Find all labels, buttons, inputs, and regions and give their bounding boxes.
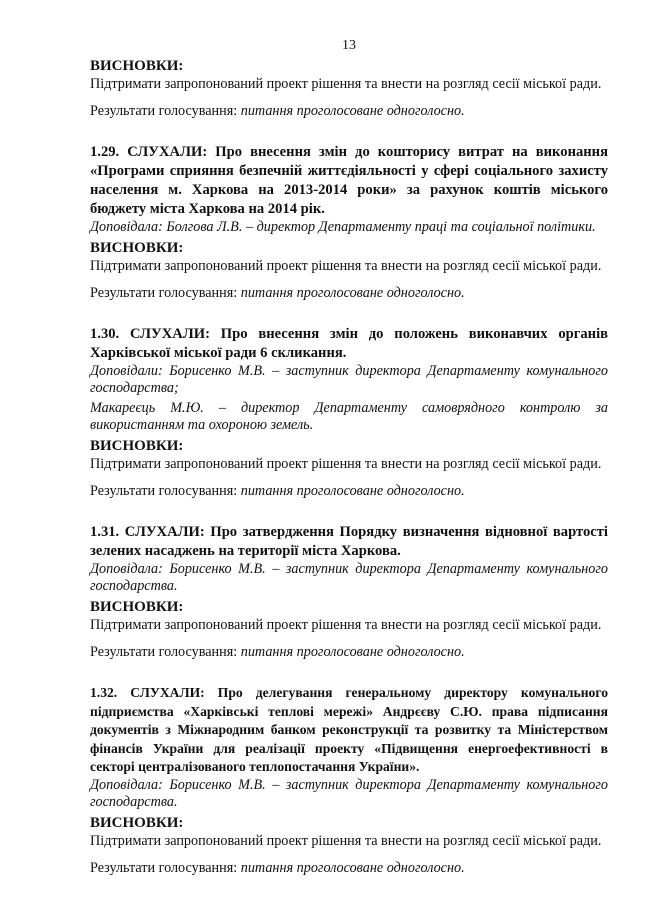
voting-results-label: Результати голосування: — [90, 285, 241, 301]
voting-results — [90, 859, 608, 878]
speaker-line: Макареєць М.Ю. – директор Департаменту самоврядного контролю за використанням та охороною земель. — [90, 400, 608, 433]
speaker-line: Доповідала: Борисенко М.В. – заступник директора Департаменту комунального господарства. — [90, 561, 608, 594]
voting-results — [90, 102, 608, 121]
voting-results-value: питання проголосоване одноголосно. — [240, 483, 465, 499]
agenda-item-1-29 — [90, 143, 608, 303]
voting-results — [90, 482, 608, 501]
conclusion-text: Підтримати запропонований проект рішення та внести на розгляд сесії міської ради. — [90, 456, 602, 472]
conclusions-heading: ВИСНОВКИ: — [90, 814, 184, 831]
conclusion-text: Підтримати запропонований проект рішення та внести на розгляд сесії міської ради. — [90, 832, 602, 849]
conclusions-block — [90, 815, 608, 878]
speaker-line: Доповідала: Болгова Л.В. – директор Департаменту праці та соціальної політики. — [90, 219, 596, 235]
conclusions-heading: ВИСНОВКИ: — [90, 438, 184, 454]
voting-results-value: питання проголосоване одноголосно. — [240, 859, 465, 876]
conclusions-block — [90, 240, 608, 303]
voting-results-label: Результати голосування: — [90, 103, 241, 119]
item-title: 1.29. СЛУХАЛИ: Про внесення змін до кошторису витрат на виконання «Програми сприяння безпечній життєдіяльності у сфері соціального захисту населення м. Харкова на 2013-2014 роки» за рахунок коштів міського бюджету міста Харкова на 2014 рік. — [90, 144, 608, 217]
page-number: 13 — [342, 38, 356, 53]
agenda-item-1-31 — [90, 523, 608, 662]
voting-results-value: питання проголосоване одноголосно. — [240, 644, 465, 660]
voting-results-label: Результати голосування: — [90, 483, 241, 499]
item-title: 1.31. СЛУХАЛИ: Про затвердження Порядку визначення відновної вартості зелених насаджень на території міста Харкова. — [90, 524, 608, 559]
conclusions-block — [90, 58, 608, 121]
conclusions-heading: ВИСНОВКИ: — [90, 58, 184, 74]
item-title: 1.32. СЛУХАЛИ: Про делегування генеральному директору комунального підприємства «Харківські теплові мережі» Андрєєву С.Ю. права підписання документів з Міжнародним банком реконструкції та розвитку та Міністерством фінансів України для реалізації проекту «Підвищення енергоефективності в секторі централізованого теплопостачання України». — [90, 685, 608, 775]
conclusions-heading: ВИСНОВКИ: — [90, 599, 184, 615]
voting-results-label: Результати голосування: — [90, 859, 241, 876]
conclusion-text: Підтримати запропонований проект рішення та внести на розгляд сесії міської ради. — [90, 76, 602, 92]
voting-results-label: Результати голосування: — [90, 644, 241, 660]
agenda-item-1-30 — [90, 325, 608, 501]
conclusions-heading: ВИСНОВКИ: — [90, 240, 184, 256]
conclusion-text: Підтримати запропонований проект рішення та внести на розгляд сесії міської ради. — [90, 617, 602, 633]
speaker-line: Доповідала: Борисенко М.В. – заступник директора Департаменту комунального господарства. — [90, 776, 608, 810]
document-page — [90, 38, 608, 878]
conclusions-block — [90, 599, 608, 662]
voting-results-value: питання проголосоване одноголосно. — [240, 103, 465, 119]
voting-results-value: питання проголосоване одноголосно. — [240, 285, 465, 301]
agenda-item-1-32 — [90, 684, 608, 878]
voting-results — [90, 643, 608, 662]
voting-results — [90, 284, 608, 303]
conclusion-text: Підтримати запропонований проект рішення та внести на розгляд сесії міської ради. — [90, 258, 602, 274]
speaker-line: Доповідали: Борисенко М.В. – заступник директора Департаменту комунального господарства; — [90, 363, 608, 396]
item-title: 1.30. СЛУХАЛИ: Про внесення змін до положень виконавчих органів Харківської міської ради 6 скликання. — [90, 326, 608, 361]
conclusions-block — [90, 438, 608, 501]
